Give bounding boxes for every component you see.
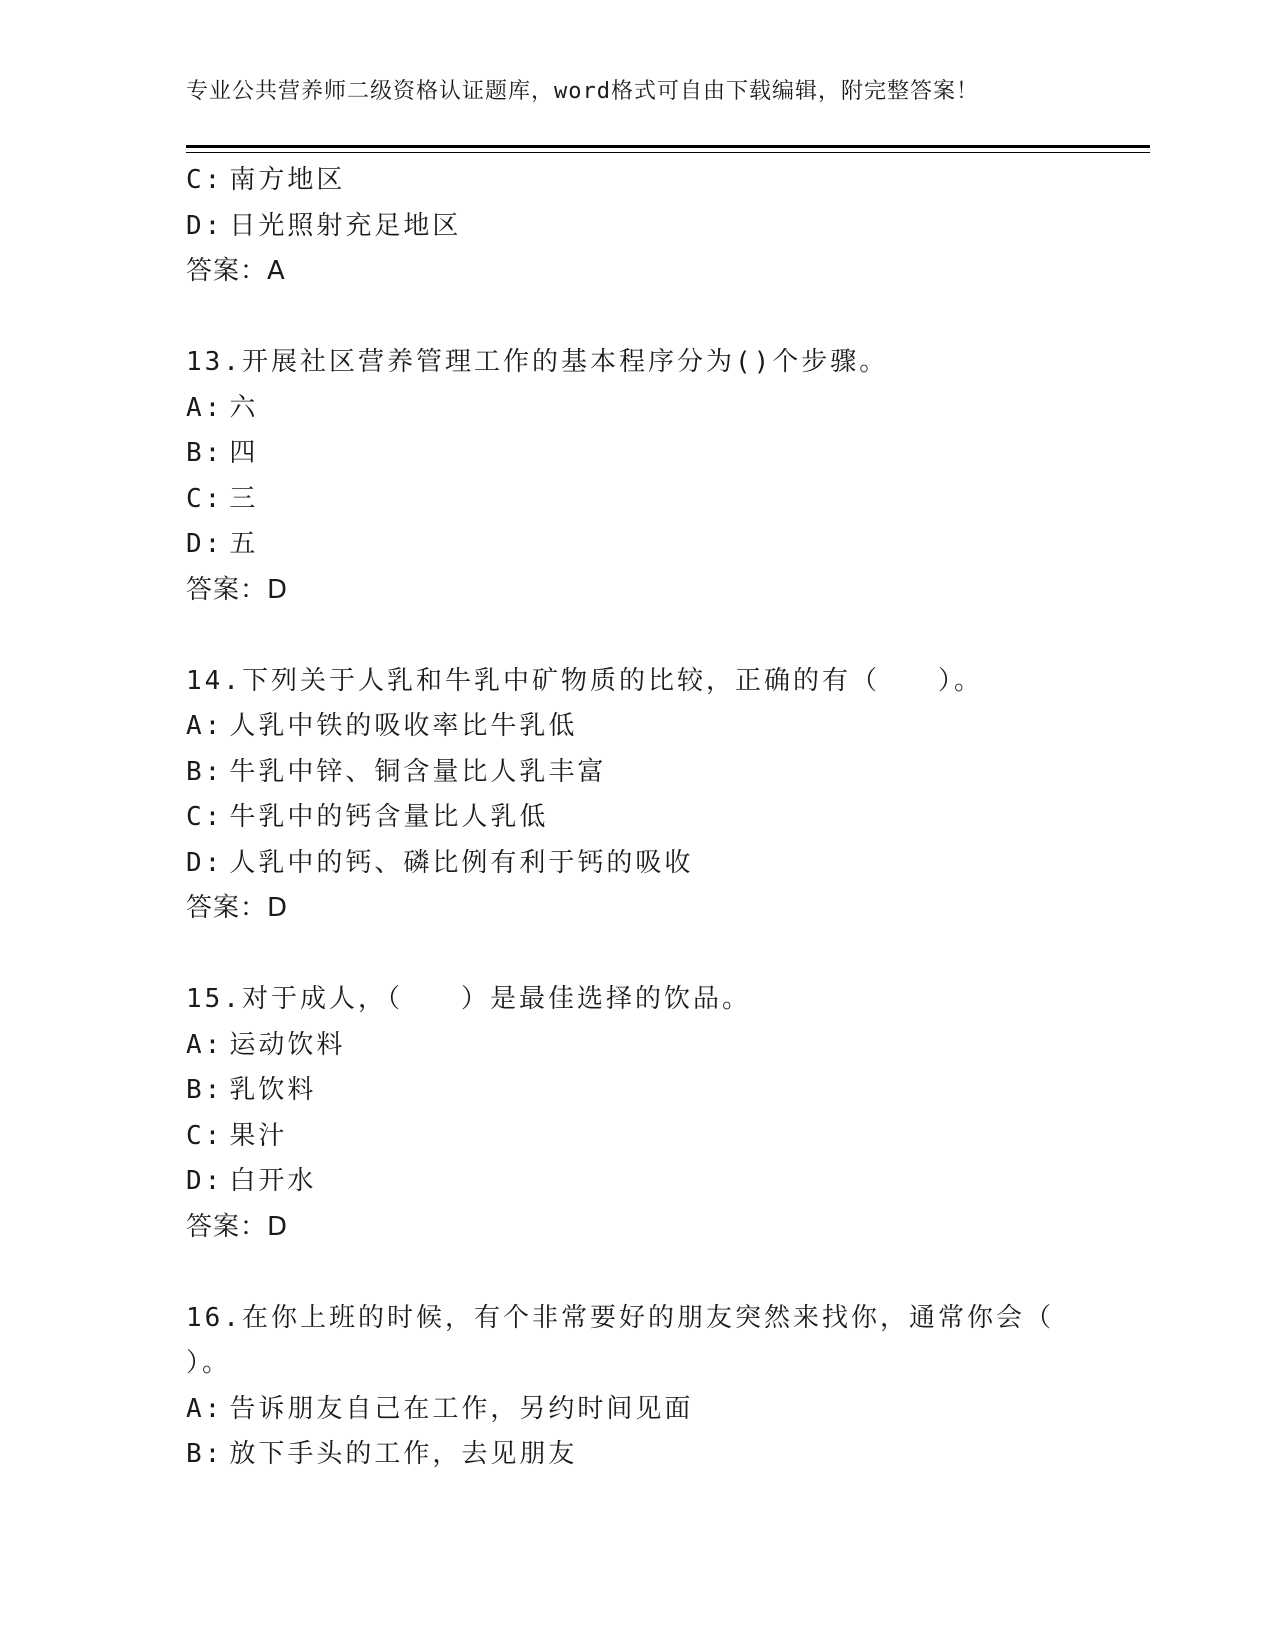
question-list (186, 158, 1086, 1478)
option-label: D: (186, 847, 224, 878)
option-row (186, 204, 1086, 250)
option-text: 三 (229, 483, 259, 514)
option-label: B: (186, 1439, 224, 1469)
option-text: 日光照射充足地区 (229, 210, 462, 241)
option-row (186, 522, 1086, 568)
option-row (186, 386, 1086, 432)
option-label: B: (186, 1075, 224, 1105)
option-text: 人乳中铁的吸收率比牛乳低 (229, 711, 578, 741)
question-stem: 16.在你上班的时候，有个非常要好的朋友突然来找你，通常你会（ (186, 1302, 1054, 1333)
option-label: C: (186, 1120, 224, 1151)
header-rule-thin (186, 152, 1150, 153)
option-label: B: (186, 438, 224, 468)
option-label: A: (186, 392, 224, 423)
option-row (186, 704, 1086, 750)
option-text: 六 (229, 392, 259, 423)
option-text: 牛乳中锌、铜含量比人乳丰富 (229, 756, 607, 787)
option-text: 告诉朋友自己在工作，另约时间见面 (229, 1393, 694, 1424)
option-row (186, 1432, 1086, 1478)
question-stem: 14.下列关于人乳和牛乳中矿物质的比较，正确的有（ ）。 (186, 665, 983, 696)
option-row (186, 841, 1086, 887)
option-label: A: (186, 711, 224, 741)
option-label: A: (186, 1393, 224, 1424)
page-header: 专业公共营养师二级资格认证题库，word格式可自由下载编辑，附完整答案！ (186, 79, 979, 104)
question-stem: 15.对于成人，（ ）是最佳选择的饮品。 (186, 984, 751, 1014)
option-row (186, 158, 1086, 204)
answer-line: 答案：A (186, 256, 286, 286)
option-text: 白开水 (229, 1166, 317, 1196)
option-label: C: (186, 483, 224, 514)
question-stem-continuation: ）。 (186, 1348, 232, 1378)
option-row (186, 431, 1086, 477)
answer-line: 答案：D (186, 574, 289, 605)
option-label: A: (186, 1029, 224, 1060)
answer-line: 答案：D (186, 1211, 289, 1242)
option-row (186, 1023, 1086, 1069)
option-label: D: (186, 529, 224, 559)
option-row (186, 477, 1086, 523)
option-text: 五 (229, 529, 259, 559)
option-row (186, 1114, 1086, 1160)
option-row (186, 1068, 1086, 1114)
option-text: 运动饮料 (229, 1029, 346, 1060)
option-text: 果汁 (229, 1120, 288, 1151)
option-label: D: (186, 1166, 224, 1196)
option-row (186, 1387, 1086, 1433)
option-row (186, 750, 1086, 796)
option-text: 四 (229, 438, 259, 468)
option-text: 南方地区 (229, 165, 346, 195)
header-rule-thick (186, 145, 1150, 148)
option-text: 放下手头的工作，去见朋友 (229, 1439, 578, 1469)
option-label: C: (186, 802, 224, 832)
option-label: B: (186, 756, 224, 787)
option-label: C: (186, 165, 224, 195)
option-row (186, 1159, 1086, 1205)
option-text: 人乳中的钙、磷比例有利于钙的吸收 (229, 847, 694, 878)
answer-line: 答案：D (186, 893, 289, 923)
option-row (186, 795, 1086, 841)
option-text: 乳饮料 (229, 1075, 317, 1105)
question-stem: 13.开展社区营养管理工作的基本程序分为()个步骤。 (186, 347, 889, 377)
option-text: 牛乳中的钙含量比人乳低 (229, 802, 549, 832)
option-label: D: (186, 210, 224, 241)
